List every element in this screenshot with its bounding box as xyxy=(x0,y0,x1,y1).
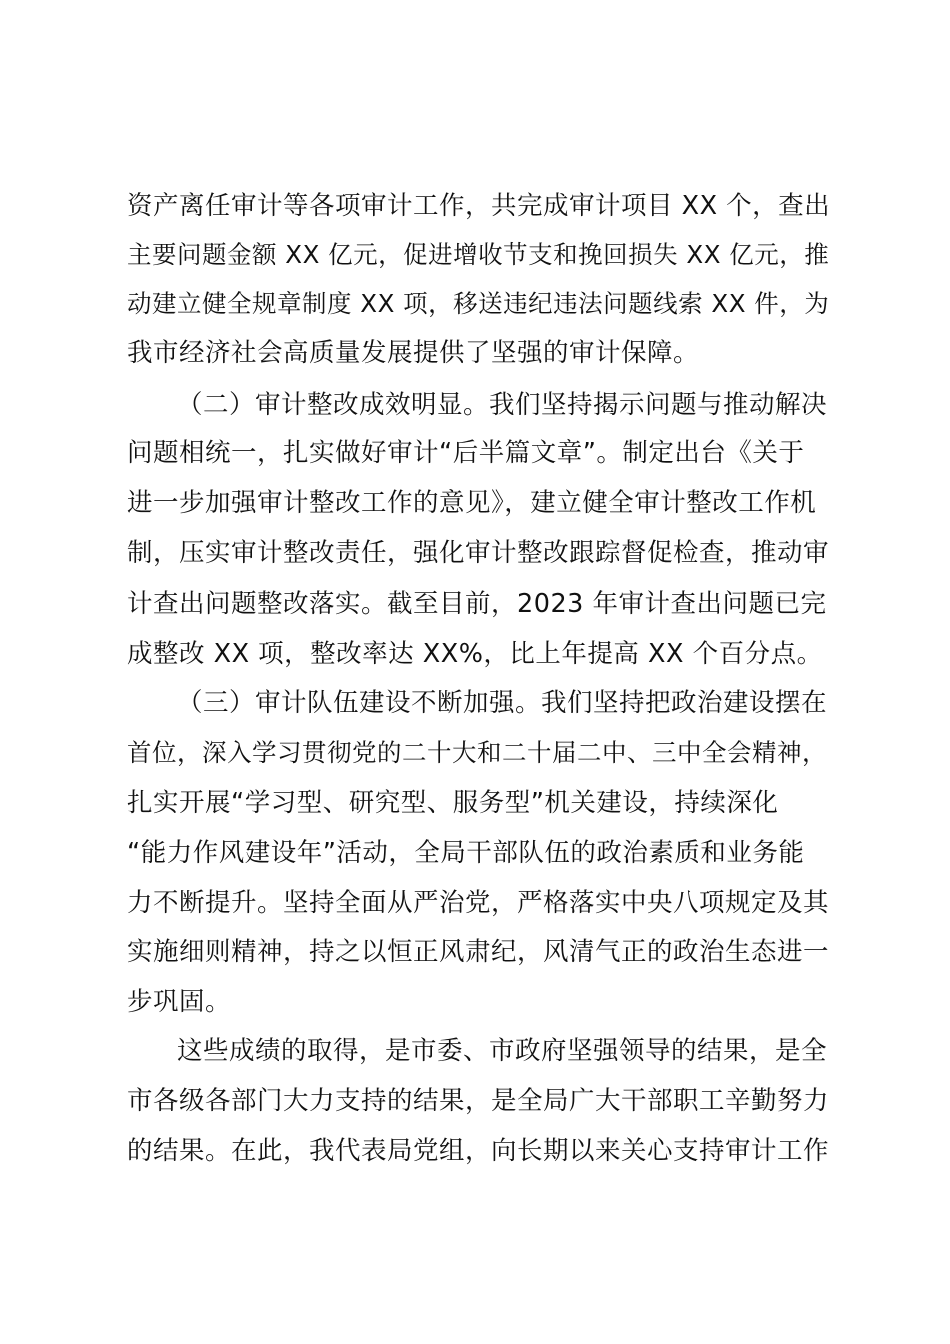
paragraph-line: “能力作风建设年”活动，全局干部队伍的政治素质和业务能 xyxy=(127,838,805,868)
paragraph-line: 进一步加强审计整改工作的意见》，建立健全审计整改工作机 xyxy=(127,488,817,518)
section-heading-line: （二）审计整改成效明显。我们坚持揭示问题与推动解决 xyxy=(177,390,828,420)
paragraph-line: 成整改 XX 项，整改率达 XX%，比上年提高 XX 个百分点。 xyxy=(127,639,823,669)
paragraph-line: 动建立健全规章制度 XX 项，移送违纪违法问题线索 XX 件，为 xyxy=(127,289,830,318)
paragraph-line: 资产离任审计等各项审计工作，共完成审计项目 XX 个，查出 xyxy=(127,191,831,221)
paragraph-line: 我市经济社会高质量发展提供了坚强的审计保障。 xyxy=(127,338,700,368)
paragraph-line: 首位，深入学习贯彻党的二十大和二十届二中、三中全会精神， xyxy=(127,738,827,767)
paragraph-line: 步巩固。 xyxy=(127,987,232,1017)
paragraph-line: 计查出问题整改落实。截至目前，2023 年审计查出问题已完 xyxy=(127,589,827,619)
section-heading-line: （三）审计队伍建设不断加强。我们坚持把政治建设摆在 xyxy=(177,688,828,718)
paragraph-line: 主要问题金额 XX 亿元，促进增收节支和挽回损失 XX 亿元，推 xyxy=(127,240,830,269)
paragraph-line: 力不断提升。坚持全面从严治党，严格落实中央八项规定及其 xyxy=(127,888,830,918)
paragraph-line: 问题相统一，扎实做好审计“后半篇文章”。制定出台《关于 xyxy=(127,438,805,468)
paragraph-line: 制，压实审计整改责任，强化审计整改跟踪督促检查，推动审 xyxy=(127,538,830,568)
paragraph-line: 市各级各部门大力支持的结果，是全局广大干部职工辛勤努力 xyxy=(127,1086,830,1116)
paragraph-first-line: 这些成绩的取得，是市委、市政府坚强领导的结果，是全 xyxy=(177,1036,828,1066)
paragraph-line: 实施细则精神，持之以恒正风肃纪，风清气正的政治生态进一 xyxy=(127,937,830,967)
paragraph-line: 的结果。在此，我代表局党组，向长期以来关心支持审计工作 xyxy=(127,1136,830,1166)
paragraph-line: 扎实开展“学习型、研究型、服务型”机关建设，持续深化 xyxy=(127,788,779,818)
